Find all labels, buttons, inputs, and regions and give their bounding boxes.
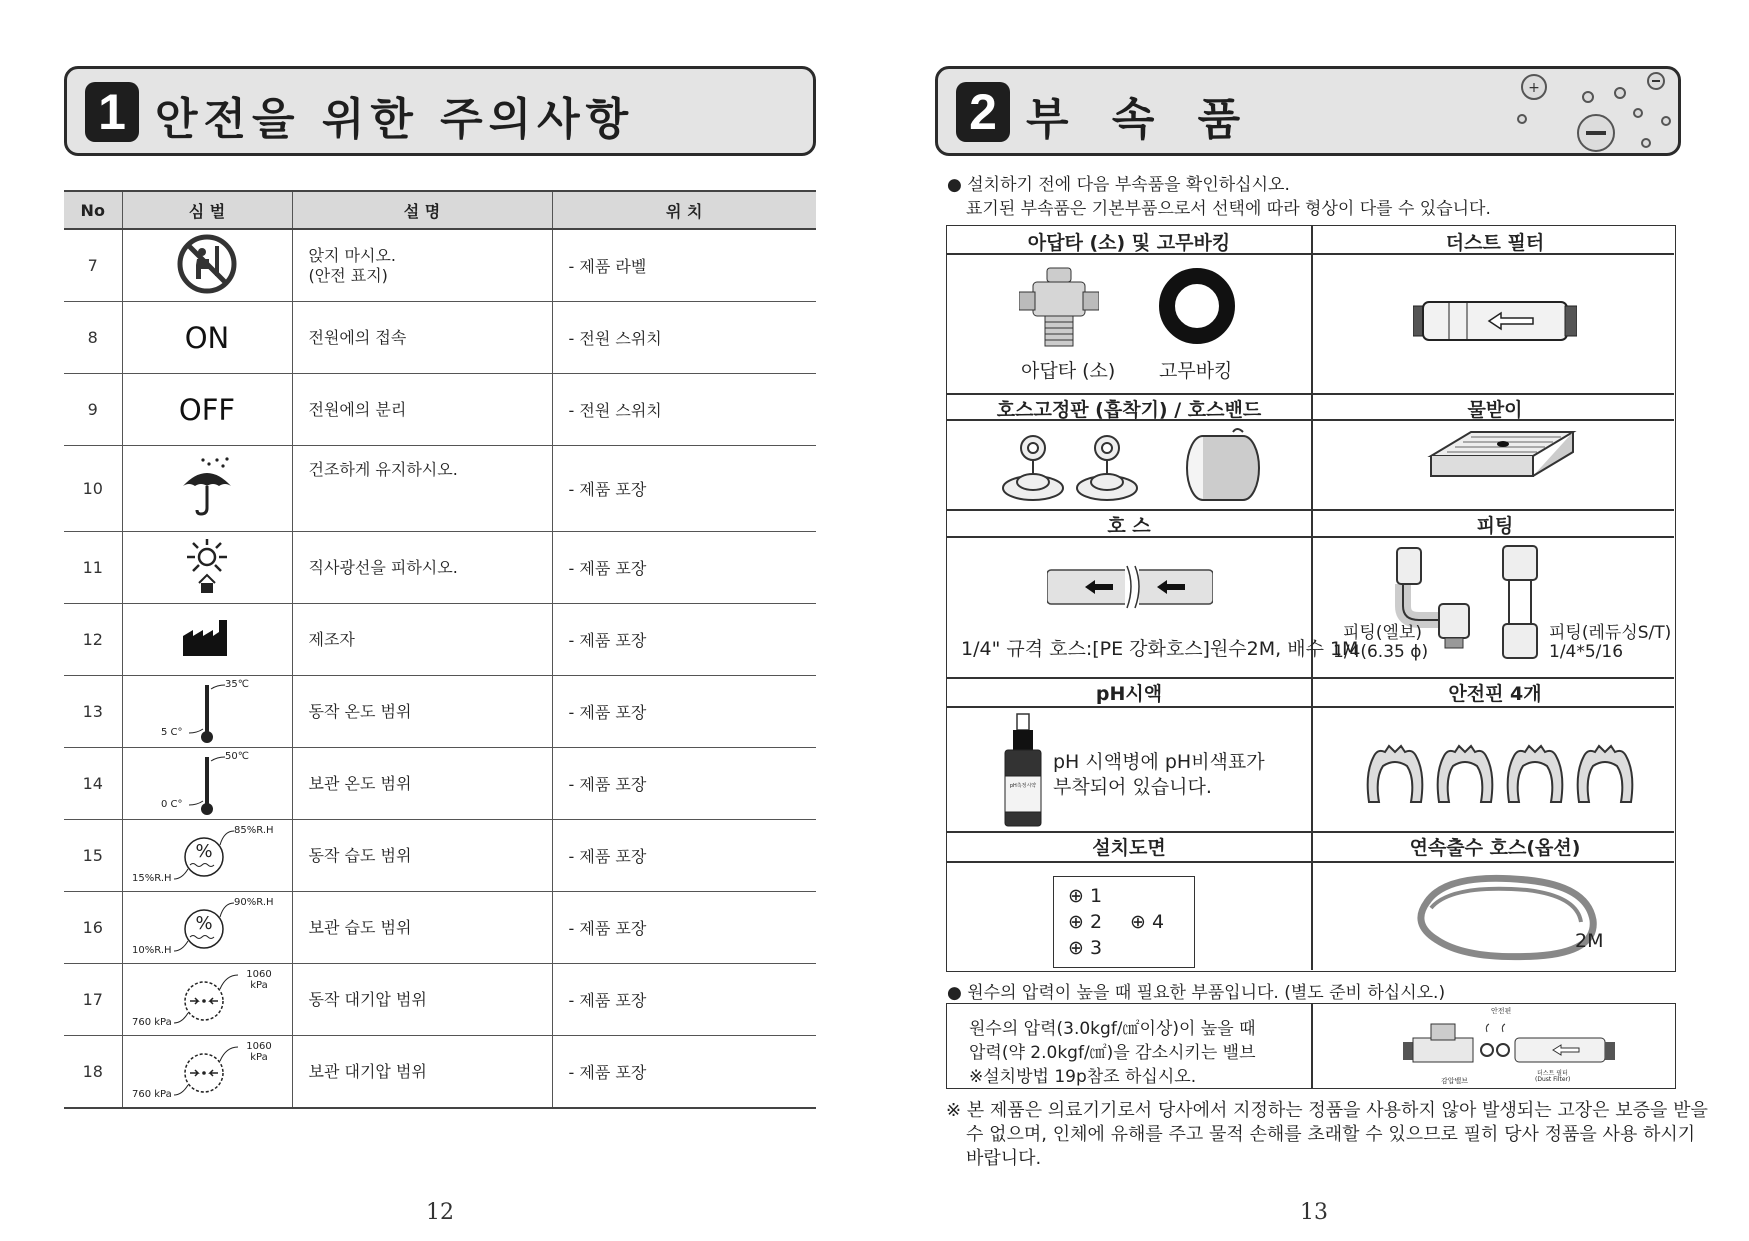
symbol-cell: [122, 676, 292, 748]
description-subtext: (안전 표지): [308, 265, 388, 285]
row-number: 18: [64, 1036, 122, 1109]
drawing-item: ⊕ 3: [1068, 937, 1103, 959]
fitting-reducing-size: 1/4*5/16: [1549, 642, 1624, 662]
row-number: 7: [64, 229, 122, 302]
row-number: 8: [64, 302, 122, 374]
valve-text-line3: ※설치방법 19p참조 하십시오.: [969, 1067, 1197, 1087]
header-symbol: 심 벌: [122, 191, 292, 229]
valve-text-line2: 압력(약 2.0kgf/㎠)을 감소시키는 밸브: [969, 1043, 1256, 1063]
page-number-left: 12: [426, 1200, 454, 1225]
max-humidity-label: 90%R.H: [234, 896, 274, 908]
footnote-line2: 수 없으며, 인체에 유해를 주고 물적 손해를 초래할 수 있으므로 필히 당사 정품을 사용 하시기: [966, 1124, 1696, 1145]
description-cell: 전원에의 분리: [292, 374, 552, 446]
ph-bottle-label: pH측정시약: [1009, 783, 1037, 789]
thermometer-icon: [137, 679, 277, 745]
row-number: 17: [64, 964, 122, 1036]
row-number: 15: [64, 820, 122, 892]
section-number-badge: 1: [85, 82, 139, 142]
hose-heading: 호 스: [1107, 515, 1151, 537]
min-temp-label: 0 C°: [161, 798, 183, 810]
location-cell: - 제품 포장: [552, 964, 816, 1036]
section-number-badge: 2: [956, 82, 1010, 142]
description-cell: 동작 습도 범위: [292, 820, 552, 892]
svg-text:%: %: [195, 912, 213, 934]
adapter-icon: [1019, 266, 1099, 362]
description-cell: 동작 대기압 범위: [292, 964, 552, 1036]
suction-cup-icon: [997, 426, 1147, 506]
table-row: [64, 1036, 816, 1109]
location-cell: - 제품 포장: [552, 748, 816, 820]
humidity-symbol: [132, 823, 282, 889]
continuous-hose-length: 2M: [1575, 930, 1604, 952]
drawing-item: ⊕ 4: [1130, 911, 1165, 933]
table-row: [64, 229, 816, 302]
table-row: [64, 748, 816, 820]
description-text: 앉지 마시오.: [308, 245, 396, 265]
min-humidity-label: 10%R.H: [132, 944, 172, 956]
svg-text:%: %: [195, 840, 213, 862]
row-number: 16: [64, 892, 122, 964]
adapter-label: 아답타 (소): [1021, 360, 1116, 382]
pressure-note-bullet: ● 원수의 압력이 높을 때 필요한 부품입니다. (별도 준비 하십시오.): [947, 983, 1446, 1003]
umbrella-rain-icon: [179, 456, 235, 518]
section-title: 안전을 위한 주의사항: [155, 94, 635, 145]
fitting-elbow-size: 1/4(6.35 ϕ): [1333, 642, 1429, 662]
sunlight-icon: [179, 535, 235, 597]
pressure-reducing-valve-icon: [1403, 1018, 1623, 1074]
row-number: 11: [64, 532, 122, 604]
drawing-item: ⊕ 2: [1068, 911, 1103, 933]
packing-label: 고무바킹: [1159, 360, 1233, 382]
location-cell: - 제품 포장: [552, 446, 816, 532]
bubbles-decoration-icon: [1508, 69, 1678, 155]
pressure-valve-box: [946, 1003, 1676, 1089]
factory-icon: [181, 618, 233, 658]
humidity-symbol: [132, 895, 282, 961]
ph-bottle-icon: [1003, 712, 1043, 828]
location-cell: - 제품 포장: [552, 1036, 816, 1109]
max-temp-label: 35℃: [225, 678, 249, 690]
on-symbol: ON: [184, 320, 230, 355]
fitting-reducing-label: 피팅(레듀싱S/T): [1549, 623, 1672, 643]
table-row: [64, 820, 816, 892]
max-pressure-label: 1060 kPa: [246, 1040, 272, 1063]
pressure-symbol: [132, 1039, 282, 1105]
table-row: [64, 446, 816, 532]
fitting-reducing-icon: [1495, 544, 1545, 664]
min-temp-label: 5 C°: [161, 726, 183, 738]
thermometer-symbol: [137, 679, 277, 745]
location-cell: - 제품 라벨: [552, 229, 816, 302]
description-cell: 직사광선을 피하시오.: [292, 532, 552, 604]
pressure-symbol: [132, 967, 282, 1033]
valve-pin-label: 안전핀: [1491, 1007, 1512, 1015]
max-pressure-label: 1060 kPa: [246, 968, 272, 991]
row-number: 9: [64, 374, 122, 446]
footnote-line1: ※ 본 제품은 의료기기로서 당사에서 지정하는 정품을 사용하지 않아 발생되는 고장은 보증을 받을: [946, 1100, 1708, 1121]
hose-spec-label: 1/4" 규격 호스:[PE 강화호스]원수2M, 배수 1M: [961, 638, 1359, 660]
min-humidity-label: 15%R.H: [132, 872, 172, 884]
hose-band-icon: [1183, 426, 1263, 506]
page-number-right: 13: [1300, 1200, 1328, 1225]
ph-reagent-heading: pH시액: [1095, 683, 1163, 705]
symbol-cell: [122, 302, 292, 374]
valve-reducer-label: 감압밸브: [1441, 1077, 1469, 1085]
symbol-cell: [122, 892, 292, 964]
header-location: 위 치: [552, 191, 816, 229]
table-row: [64, 892, 816, 964]
max-humidity-label: 85%R.H: [234, 824, 274, 836]
symbol-cell: [122, 964, 292, 1036]
symbol-cell: [122, 1036, 292, 1109]
row-number: 14: [64, 748, 122, 820]
drip-tray-icon: [1427, 426, 1577, 506]
section-header-safety: [64, 66, 816, 156]
header-description: 설 명: [292, 191, 552, 229]
fitting-heading: 피팅: [1476, 515, 1514, 537]
intro-note: 표기된 부속품은 기본부품으로서 선택에 따라 형상이 다를 수 있습니다.: [966, 199, 1491, 219]
description-cell: 보관 습도 범위: [292, 892, 552, 964]
thermometer-icon: [137, 751, 277, 817]
thermometer-symbol: [137, 751, 277, 817]
min-pressure-label: 760 kPa: [132, 1016, 172, 1028]
dust-filter-heading: 더스트 필터: [1445, 232, 1545, 254]
symbol-cell: [122, 229, 292, 302]
symbol-cell: [122, 374, 292, 446]
no-sitting-icon: [175, 232, 239, 296]
valve-filter-label-en: (Dust Filter): [1535, 1076, 1571, 1083]
table-row: [64, 676, 816, 748]
hose-icon: [1047, 562, 1213, 612]
section-header-accessories: [935, 66, 1681, 156]
footnote-line3: 바랍니다.: [966, 1148, 1042, 1169]
drawing-item: ⊕ 1: [1068, 885, 1103, 907]
symbol-cell: [122, 604, 292, 676]
table-header-row: [64, 191, 816, 229]
table-row: [64, 374, 816, 446]
installation-drawing-heading: 설치도면: [1092, 837, 1166, 859]
table-row: [64, 964, 816, 1036]
description-cell: 전원에의 접속: [292, 302, 552, 374]
description-cell: 제조자: [292, 604, 552, 676]
accessories-grid: [946, 225, 1676, 972]
hose-fixture-heading: 호스고정판 (흡착기) / 호스밴드: [996, 399, 1262, 421]
safety-symbols-table: [64, 190, 816, 1109]
table-row: [64, 604, 816, 676]
min-pressure-label: 760 kPa: [132, 1088, 172, 1100]
intro-bullet: ● 설치하기 전에 다음 부속품을 확인하십시오.: [947, 175, 1290, 195]
valve-text-line1: 원수의 압력(3.0kgf/㎠이상)이 높을 때: [969, 1019, 1256, 1039]
fitting-elbow-label: 피팅(엘보): [1343, 623, 1422, 643]
safety-pin-icon: [1363, 738, 1643, 808]
description-cell: 보관 대기압 범위: [292, 1036, 552, 1109]
row-number: 12: [64, 604, 122, 676]
svg-text:+: +: [1528, 80, 1540, 96]
ph-description-line2: 부착되어 있습니다.: [1053, 776, 1212, 798]
description-cell: 동작 온도 범위: [292, 676, 552, 748]
symbol-cell: [122, 532, 292, 604]
row-number: 10: [64, 446, 122, 532]
continuous-hose-icon: [1407, 872, 1597, 964]
table-row: [64, 302, 816, 374]
dust-filter-icon: [1413, 298, 1577, 344]
valve-filter-label: 더스트 필터: [1537, 1070, 1568, 1077]
adapter-heading: 아답타 (소) 및 고무바킹: [1027, 232, 1231, 254]
max-temp-label: 50℃: [225, 750, 249, 762]
location-cell: - 제품 포장: [552, 676, 816, 748]
description-cell: [292, 229, 552, 302]
section-title: 부 속 품: [1026, 94, 1255, 145]
row-number: 13: [64, 676, 122, 748]
installation-drawing-box: [1053, 876, 1195, 968]
symbol-cell: [122, 446, 292, 532]
location-cell: - 제품 포장: [552, 604, 816, 676]
location-cell: - 제품 포장: [552, 532, 816, 604]
location-cell: - 전원 스위치: [552, 374, 816, 446]
location-cell: - 제품 포장: [552, 820, 816, 892]
ph-description-line1: pH 시액병에 pH비색표가: [1053, 751, 1265, 773]
drip-tray-heading: 물받이: [1467, 399, 1523, 421]
table-row: [64, 532, 816, 604]
safety-pin-heading: 안전핀 4개: [1448, 683, 1542, 705]
off-symbol: OFF: [178, 392, 236, 427]
continuous-hose-heading: 연속출수 호스(옵션): [1409, 837, 1581, 859]
symbol-cell: [122, 748, 292, 820]
symbol-cell: [122, 820, 292, 892]
rubber-packing-icon: [1157, 266, 1237, 346]
description-cell: 보관 온도 범위: [292, 748, 552, 820]
location-cell: - 제품 포장: [552, 892, 816, 964]
header-no: No: [64, 191, 122, 229]
location-cell: - 전원 스위치: [552, 302, 816, 374]
description-cell: 건조하게 유지하시오.: [292, 446, 552, 532]
